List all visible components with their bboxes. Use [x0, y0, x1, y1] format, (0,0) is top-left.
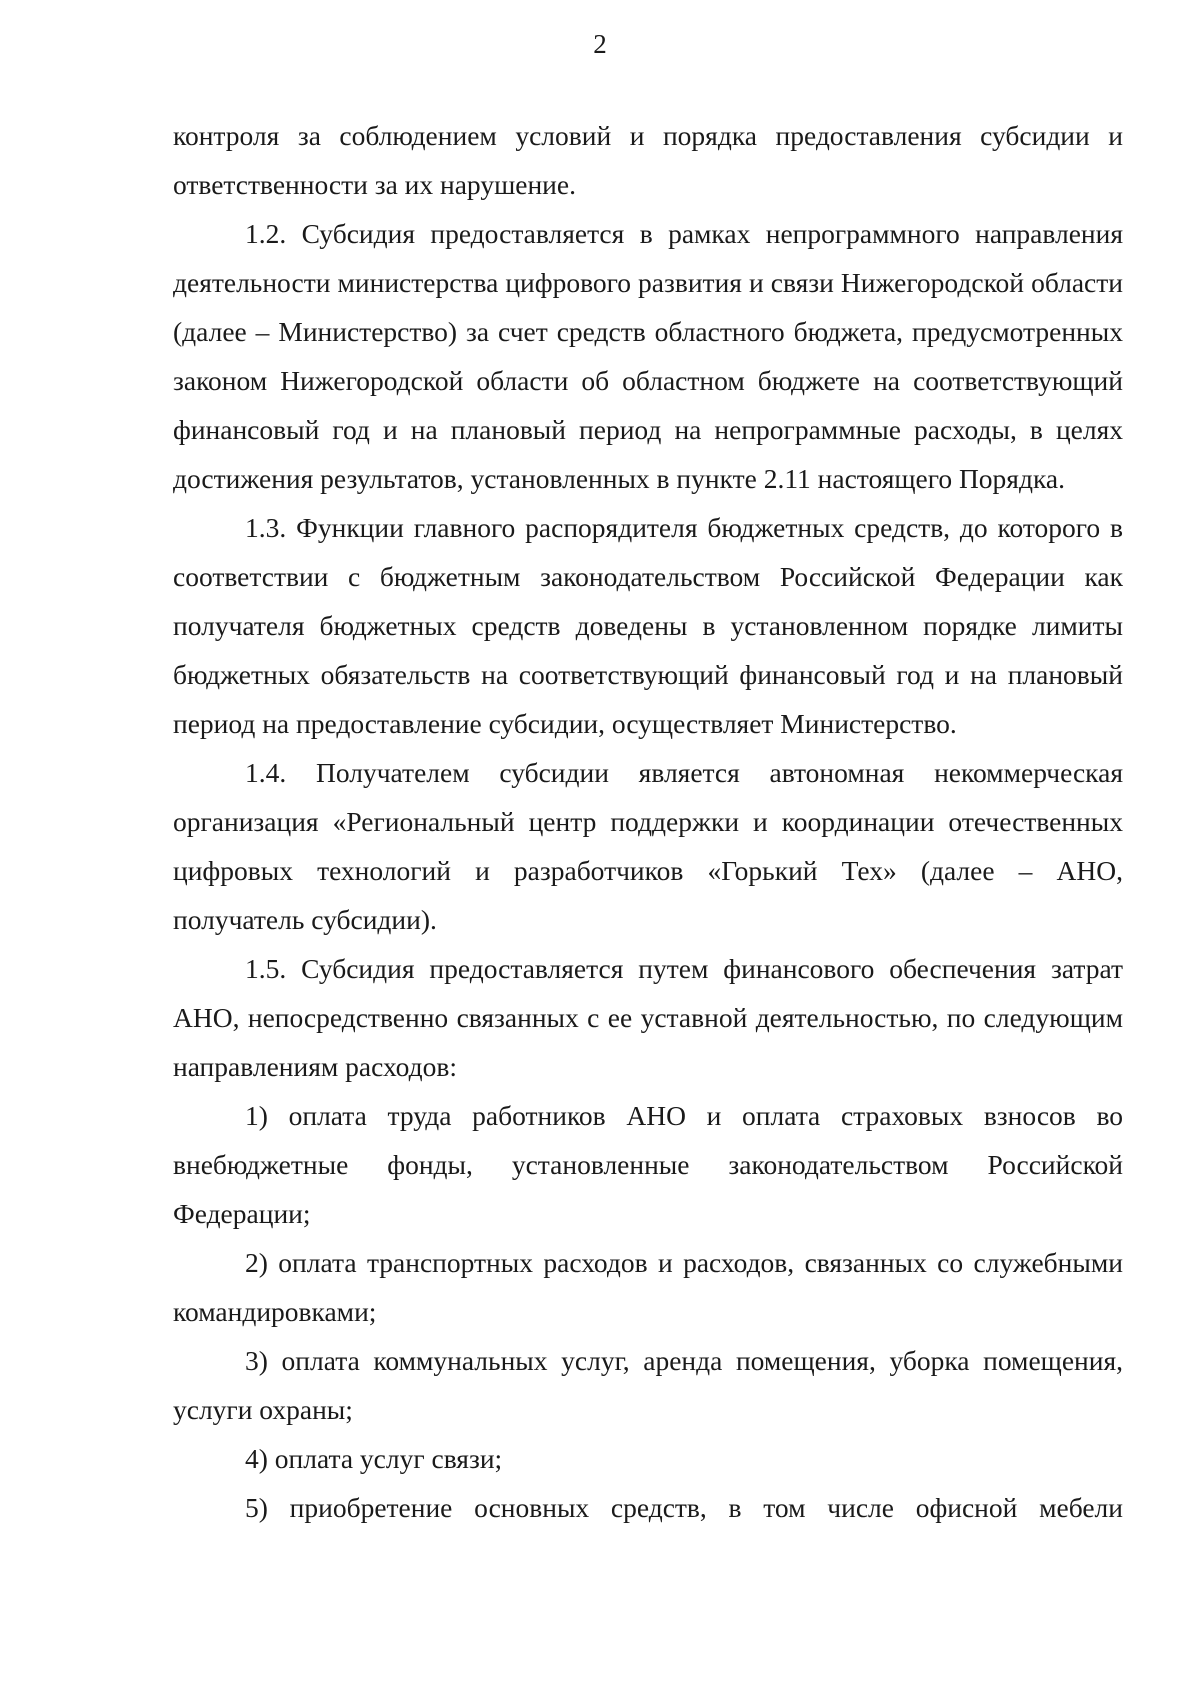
list-item-5: 5) приобретение основных средств, в том числе офисной мебели: [245, 1492, 1123, 1523]
paragraph-continuation: контроля за соблюдением условий и порядка предоставления субсидии и ответственности за их нарушение.: [173, 120, 1123, 200]
list-item-3: 3) оплата коммунальных услуг, аренда помещения, уборка помещения, услуги охраны;: [173, 1345, 1123, 1425]
paragraph-1-3: 1.3. Функции главного распорядителя бюджетных средств, до которого в соответствии с бюджетным законодательством Российской Федерации как получателя бюджетных средств доведены в установленном порядке лимиты бюджетных обязательств на соответствующий финансовый год и на плановый период на предоставление субсидии, осуществляет Министерство.: [173, 512, 1123, 739]
page-number: 2: [593, 29, 607, 59]
paragraph-1-5: 1.5. Субсидия предоставляется путем финансового обеспечения затрат АНО, непосредственно связанных с ее уставной деятельностью, по следующим направлениям расходов:: [173, 953, 1123, 1082]
list-item-2: 2) оплата транспортных расходов и расходов, связанных со служебными командировками;: [173, 1247, 1123, 1327]
list-item-1: 1) оплата труда работников АНО и оплата страховых взносов во внебюджетные фонды, установленные законодательством Российской Федерации;: [173, 1100, 1123, 1229]
paragraph-1-2: 1.2. Субсидия предоставляется в рамках непрограммного направления деятельности министерства цифрового развития и связи Нижегородской области (далее – Министерство) за счет средств областного бюджета, предусмотренных законом Нижегородской области об областном бюджете на соответствующий финансовый год и на плановый период на непрограммные расходы, в целях достижения результатов, установленных в пункте 2.11 настоящего Порядка.: [173, 218, 1123, 494]
list-item-4: 4) оплата услуг связи;: [245, 1443, 503, 1474]
paragraph-1-4: 1.4. Получателем субсидии является автономная некоммерческая организация «Региональный центр поддержки и координации отечественных цифровых технологий и разработчиков «Горький Тех» (далее – АНО, получатель субсидии).: [173, 757, 1123, 935]
document-body: [173, 111, 1123, 1532]
